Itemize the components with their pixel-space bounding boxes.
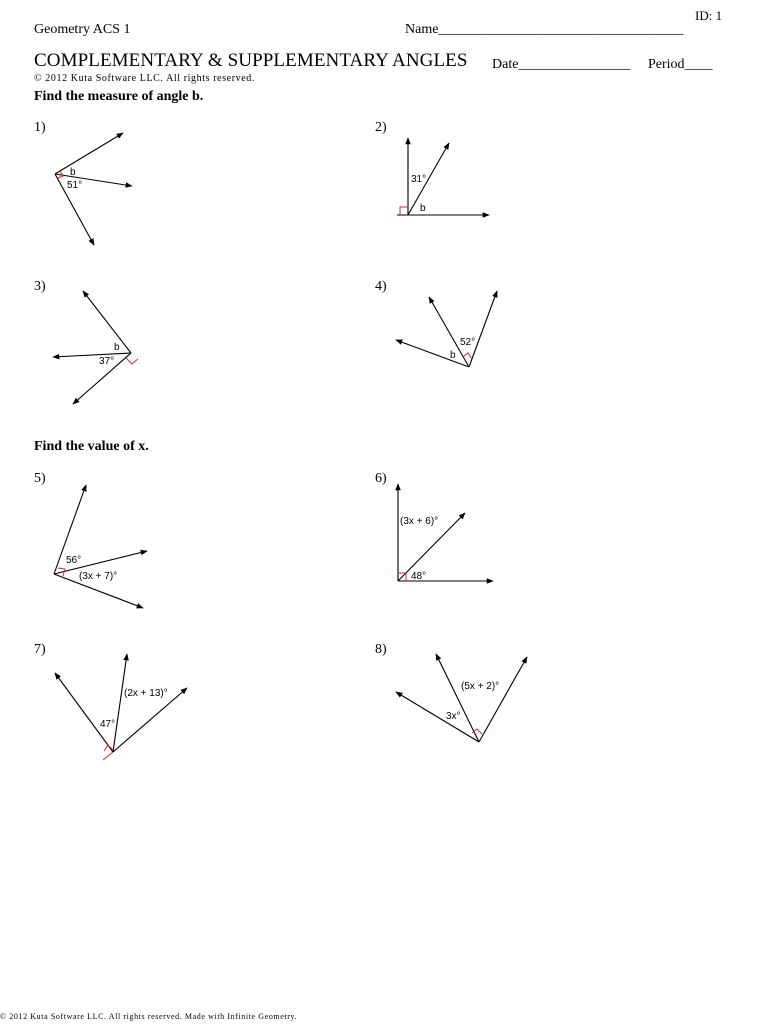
section-heading-angle-b: Find the measure of angle b. [34,89,204,104]
problem-5-label-expression: (3x + 7)° [79,571,118,582]
copyright-notice: © 2012 Kuta Software LLC. All rights reserved. [34,73,255,84]
problem-7-number: 7) [34,642,46,657]
problem-3-figure [53,291,138,404]
problem-1-number: 1) [34,120,46,135]
name-field: Name___________________________________ [405,22,684,37]
problem-2-label-angle: 31° [411,174,427,185]
problem-8-label-angle: 3x° [446,711,461,722]
course-name: Geometry ACS 1 [34,22,131,37]
problem-3-label-b: b [114,342,120,353]
problem-5-label-angle: 56° [66,555,82,566]
problem-7-label-angle: 47° [100,719,116,730]
footer-copyright: © 2012 Kuta Software LLC. All rights reserved. Made with Infinite Geometry. [0,1012,298,1021]
problem-6-label-expression: (3x + 6)° [400,516,439,527]
problem-6-number: 6) [375,471,387,486]
problem-5-figure [54,485,147,608]
problem-6-figure [398,484,493,582]
problem-5-number: 5) [34,471,46,486]
problem-4-figure [396,291,497,367]
problem-1-figure [55,133,132,245]
worksheet-id: ID: 1 [695,8,723,23]
problem-6-label-angle: 48° [411,571,427,582]
problem-2-number: 2) [375,120,387,135]
problem-1-label-angle: 51° [67,180,83,191]
problem-7-label-expression: (2x + 13)° [124,688,168,699]
problem-8-number: 8) [375,642,387,657]
date-field: Date________________ [492,57,631,72]
problem-3-label-angle: 37° [99,356,115,367]
problem-2-figure [397,138,489,215]
problem-4-label-angle: 52° [460,337,476,348]
problem-8-figure [396,654,527,742]
problem-4-number: 4) [375,279,387,294]
problem-2-label-b: b [420,203,426,214]
problem-4-label-b: b [450,350,456,361]
problem-3-number: 3) [34,279,46,294]
section-heading-value-x: Find the value of x. [34,439,149,454]
period-field: Period____ [648,57,713,72]
problem-7-figure [55,654,187,760]
problem-8-label-expression: (5x + 2)° [461,681,500,692]
problem-1-label-b: b [70,167,76,178]
worksheet-title: COMPLEMENTARY & SUPPLEMENTARY ANGLES [34,50,468,71]
